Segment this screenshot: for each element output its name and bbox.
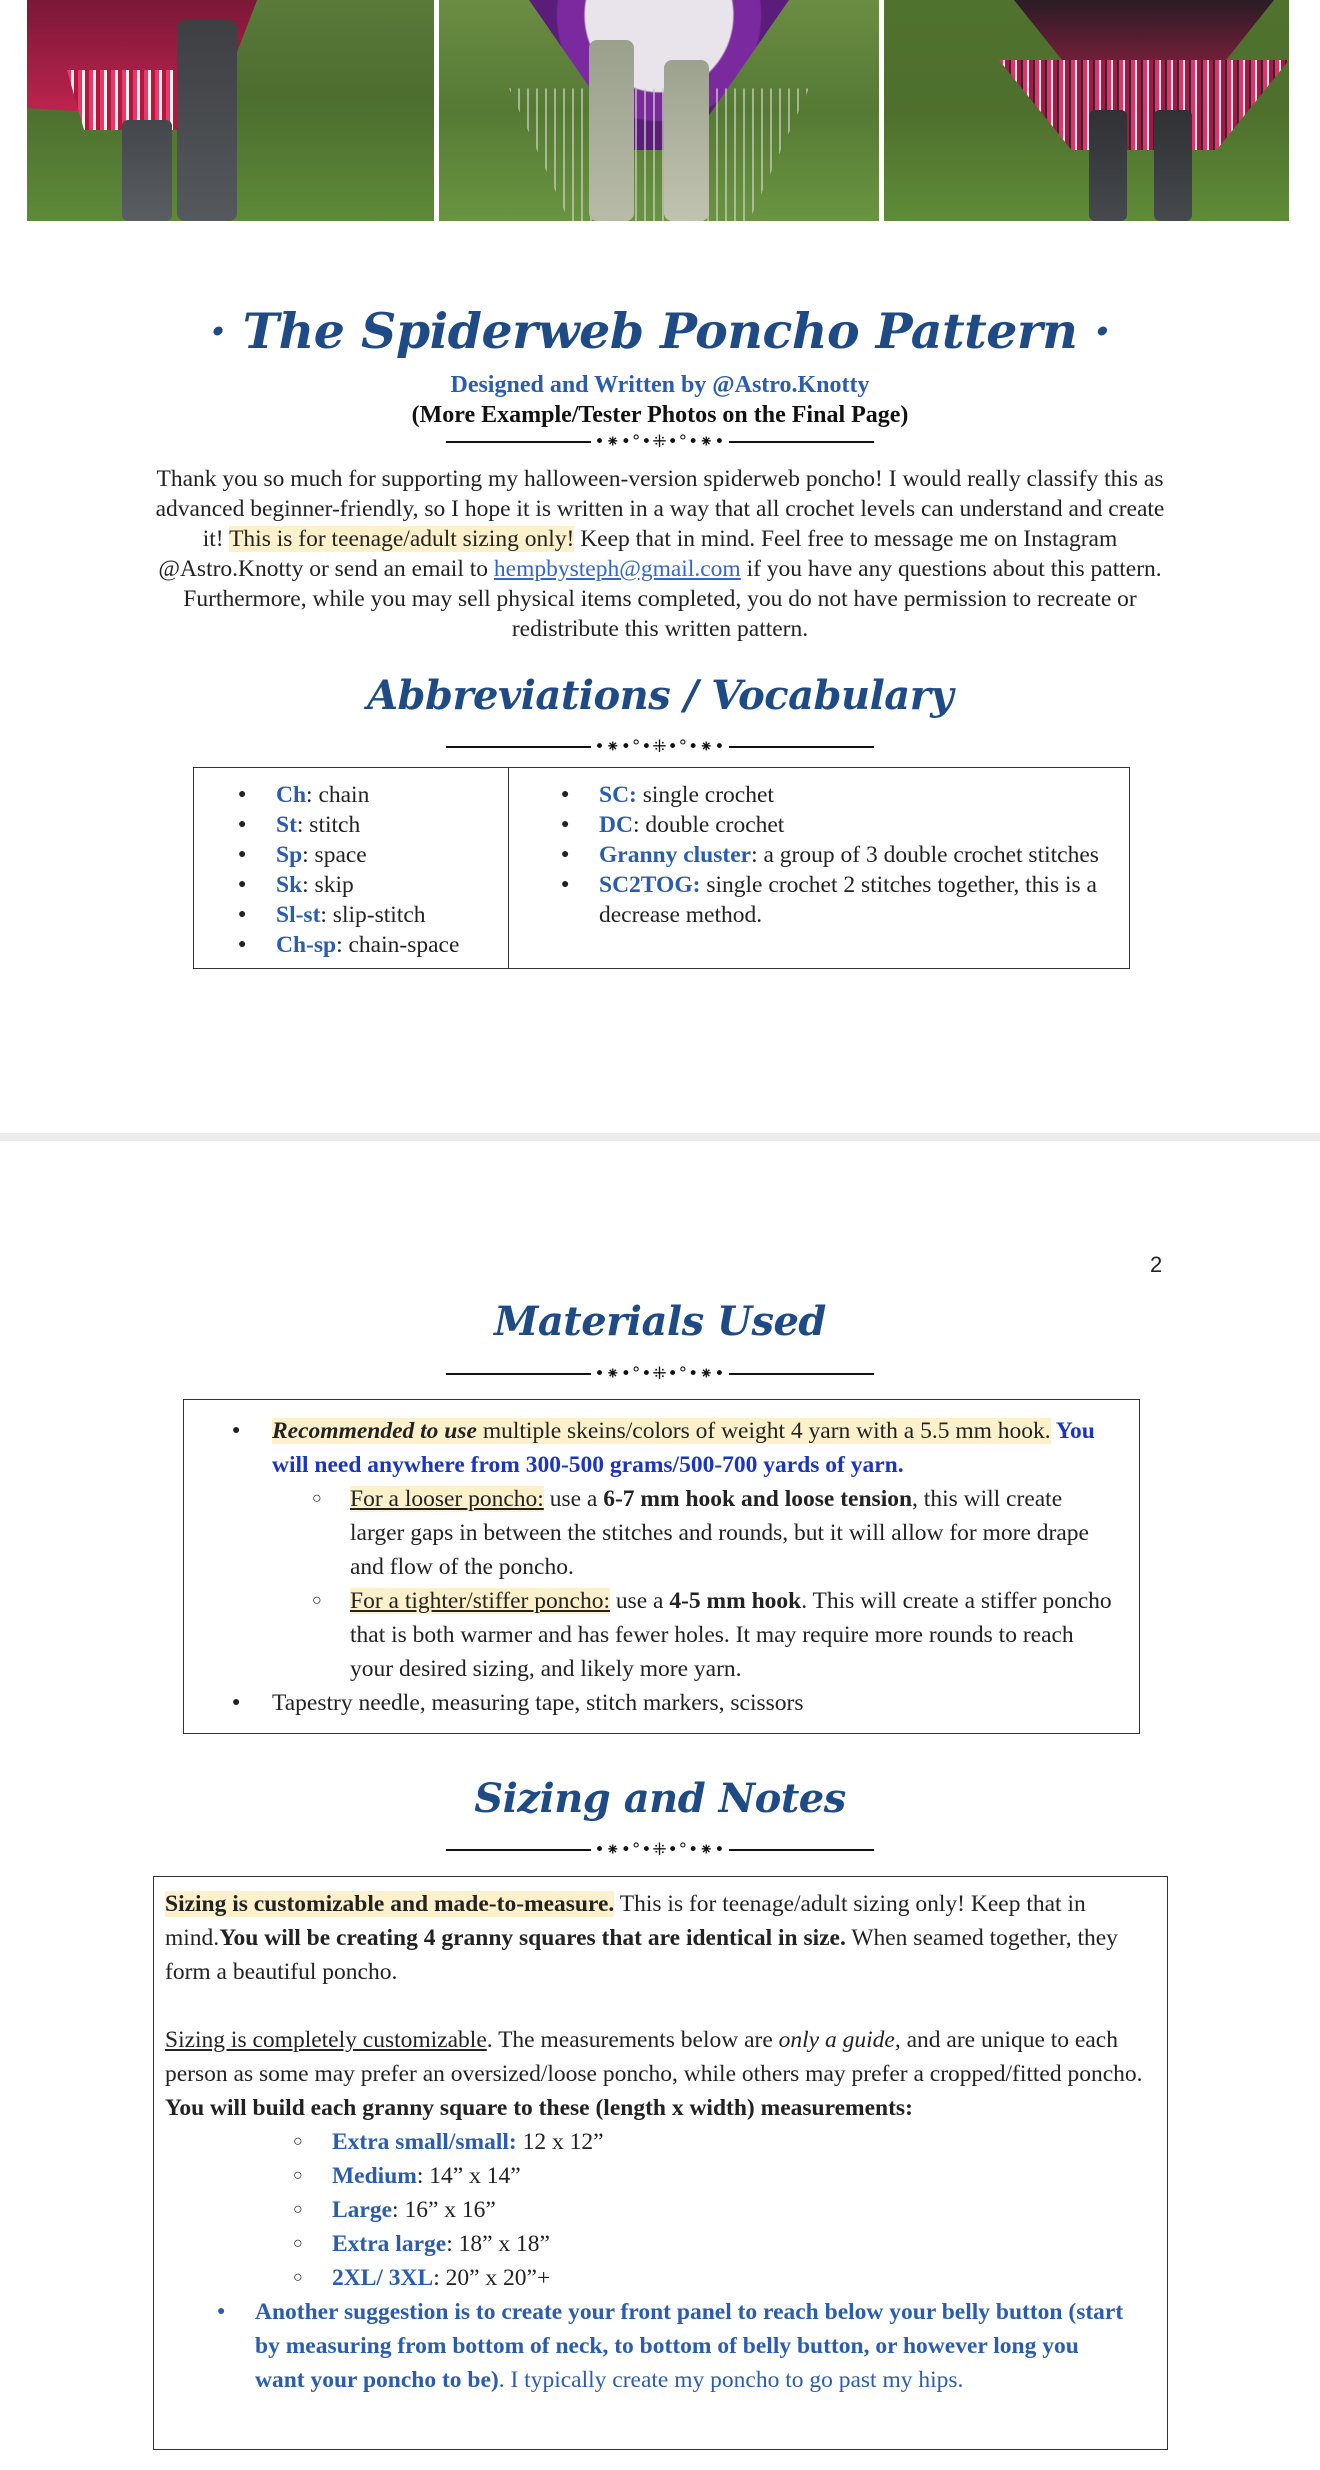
list-item: ● DC: double crochet [599, 810, 1119, 840]
size-item: ○ Large: 16” x 16” [165, 2193, 1157, 2227]
list-item: ● Recommended to use multiple skeins/colors of weight 4 yarn with a 5.5 mm hook. You will need anywhere from 300-500 grams/500-700 yards of yarn. [184, 1414, 1139, 1482]
poncho-photo-red [27, 0, 434, 221]
photos-note: (More Example/Tester Photos on the Final Page) [411, 402, 909, 428]
list-item: ● SC2TOG: single crochet 2 stitches together, this is a decrease method. [599, 870, 1119, 930]
list-item: ○ For a tighter/stiffer poncho: use a 4-5 mm hook. This will create a stiffer poncho that is both warmer and has fewer holes. It may require more rounds to reach your desired sizing, and likely more yarn. [184, 1584, 1139, 1686]
list-item: ○ For a looser poncho: use a 6-7 mm hook and loose tension, this will create larger gaps in between the stitches and rounds, but it will allow for more drape and flow of the poncho. [184, 1482, 1139, 1584]
abbreviations-heading: Abbreviations / Vocabulary [366, 672, 954, 719]
list-item: ● Ch: chain [276, 780, 498, 810]
size-item: ○ Extra small/small: 12 x 12” [165, 2125, 1157, 2159]
page-separator [0, 1133, 1320, 1141]
list-item: ● Sp: space [276, 840, 498, 870]
list-item: ● Another suggestion is to create your front panel to reach below your belly button (start by measuring from bottom of neck, to bottom of belly button, or however long you want your poncho to be). I typically create my poncho to go past my hips. [165, 2295, 1157, 2397]
ornament-divider: •⁕•°•⁜•°•⁕• [0, 432, 1320, 452]
page-number: 2 [1150, 1252, 1163, 1277]
byline: Designed and Written by @Astro.Knotty [450, 372, 870, 398]
size-item: ○ 2XL/ 3XL: 20” x 20”+ [165, 2261, 1157, 2295]
sizing-guide-paragraph: Sizing is completely customizable. The measurements below are only a guide, and are unique to each person as some may prefer an oversized/loose poncho, while others may prefer a cropped/fitted poncho. You will build each granny square to these (length x width) measurements: [165, 2027, 1143, 2121]
size-item: ○ Extra large: 18” x 18” [165, 2227, 1157, 2261]
sizing-box [153, 1876, 1168, 2450]
photo-strip [27, 0, 1294, 221]
ornament-divider: •⁕•°•⁜•°•⁕• [0, 737, 1320, 757]
list-item: ● Sl-st: slip-stitch [276, 900, 498, 930]
abbreviations-left-column [194, 768, 509, 969]
pattern-title: · The Spiderweb Poncho Pattern · [209, 302, 1111, 360]
list-item: ● Tapestry needle, measuring tape, stitch markers, scissors [184, 1686, 1139, 1720]
abbreviations-table [193, 767, 1130, 969]
sizing-heading: Sizing and Notes [474, 1775, 846, 1822]
ornament-divider: •⁕•°•⁜•°•⁕• [0, 1364, 1320, 1384]
poncho-photo-spiderweb [439, 0, 879, 221]
abbreviations-right-column [509, 768, 1130, 969]
materials-heading: Materials Used [494, 1298, 826, 1345]
size-item: ○ Medium: 14” x 14” [165, 2159, 1157, 2193]
materials-box [183, 1399, 1140, 1734]
sizing-highlight: This is for teenage/adult sizing only! [229, 526, 575, 552]
ornament-divider: •⁕•°•⁜•°•⁕• [0, 1840, 1320, 1860]
list-item: ● Granny cluster: a group of 3 double crochet stitches [599, 840, 1119, 870]
list-item: ● Sk: skip [276, 870, 498, 900]
sizing-paragraph: Sizing is customizable and made-to-measure. This is for teenage/adult sizing only! Keep that in mind.You will be creating 4 granny squares that are identical in size. When seamed together, they form a beautiful poncho. [165, 1891, 1118, 1985]
list-item: ● St: stitch [276, 810, 498, 840]
list-item: ● Ch-sp: chain-space [276, 930, 498, 960]
list-item: ● SC: single crochet [599, 780, 1119, 810]
email-link[interactable]: hempbysteph@gmail.com [493, 556, 741, 582]
poncho-photo-pink [884, 0, 1289, 221]
intro-paragraph: Thank you so much for supporting my halloween-version spiderweb poncho! I would really classify this as advanced beginner-friendly, so I hope it is written in a way that all crochet levels can understand and create it! This is for teenage/adult sizing only! Keep that in mind. Feel free to message me on Instagram @Astro.Knotty or send an email to hempbysteph@gmail.com if you have any questions about this pattern. Furthermore, while you may sell physical items completed, you do not have permission to recreate or redistribute this written pattern. [155, 466, 1165, 642]
